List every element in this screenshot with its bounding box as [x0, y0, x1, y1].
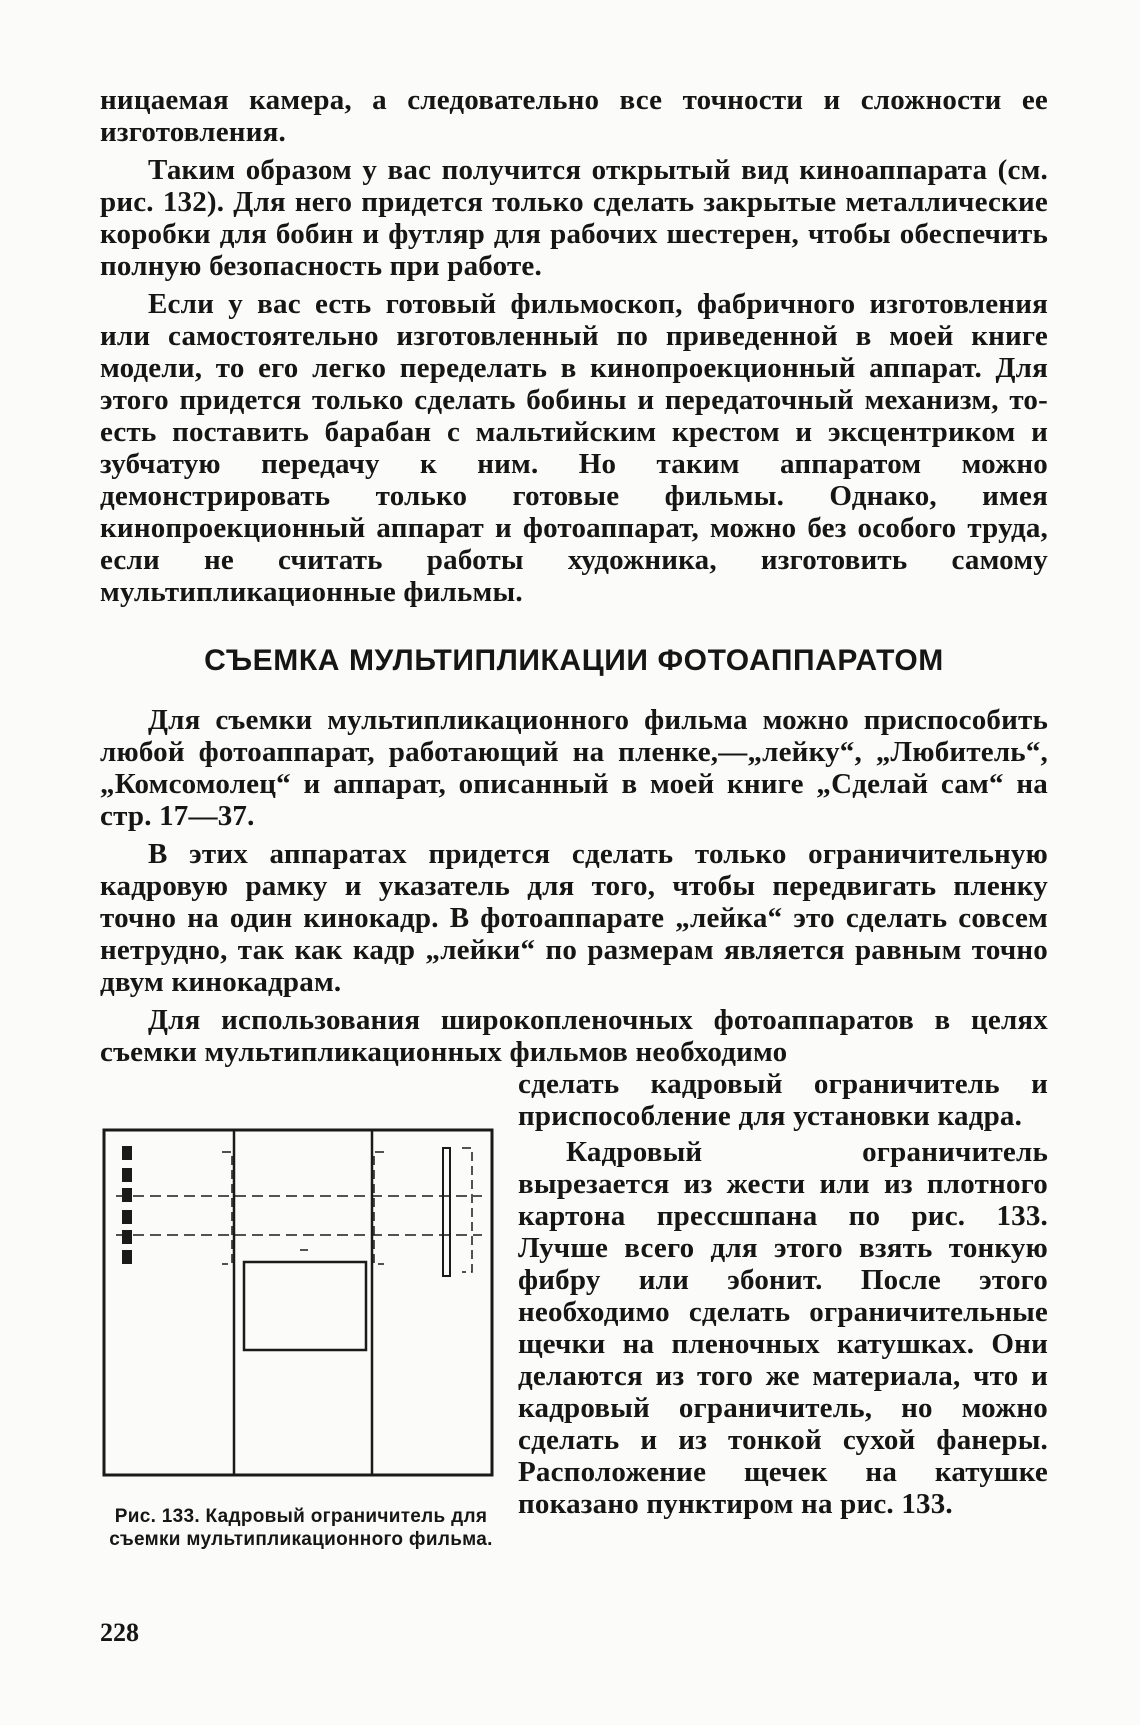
figure-and-text — [100, 1068, 1048, 1550]
paragraph: Таким образом у вас получится открытый вид киноаппарата (см. рис. 132). Для него придется только сделать закрытые металлические коробки для бобин и футляр для рабочих шестерен, чтобы обеспечить полную безопасность при работе. — [100, 154, 1048, 282]
section-heading: СЪЕМКА МУЛЬТИПЛИКАЦИИ ФОТОАППАРАТОМ — [204, 644, 944, 677]
paragraph-continued: сделать кадровый ограничитель и приспособление для установки кадра. — [518, 1068, 1048, 1132]
paragraph: Если у вас есть готовый фильмоскоп, фабричного изготовления или самостоятельно изготовленный по приведенной в моей книге модели, то его легко переделать в кинопроекционный аппарат. Для этого придется только сделать бобины и передаточный механизм, то-есть поставить барабан с мальтийским крестом и эксцентриком и зубчатую передачу к ним. Но таким аппаратом можно демонстрировать только готовые фильмы. Однако, имея кинопроекционный аппарат и фотоаппарат, можно без особого труда, если не считать работы художника, изготовить самому мультипликационные фильмы. — [100, 288, 1048, 608]
paragraph: Для съемки мультипликационного фильма можно приспособить любой фотоаппарат, работающий на пленке,—„лейку“, „Любитель“, „Комсомолец“ и аппарат, описанный в моей книге „Сделай сам“ на стр. 17—37. — [100, 704, 1048, 832]
figure-133 — [100, 1126, 502, 1551]
frame-limiter-drawing — [100, 1126, 502, 1481]
page-number: 228 — [100, 1618, 139, 1647]
paragraph: В этих аппаратах придется сделать только ограничительную кадровую рамку и указатель для того, чтобы передвигать пленку точно на один кинокадр. В фотоаппарате „лейка“ это сделать совсем нетрудно, так как кадр „лейки“ по размерам является равным точно двум кинокадрам. — [100, 838, 1048, 998]
paragraph-continued: ницаемая камера, а следовательно все точности и сложности ее изготовления. — [100, 84, 1048, 148]
paragraph: Кадровый ограничитель вырезается из жести или из плотного картона прессшпана по рис. 133. Лучше всего для этого взять тонкую фибру или эбонит. После этого необходимо сделать ограничительные щечки на пленочных катушках. Они делаются из того же материала, что и кадровый ограничитель, но можно сделать и из тонкой сухой фанеры. Расположение щечек на катушке показано пунктиром на рис. 133. — [518, 1136, 1048, 1520]
page-body — [100, 84, 1048, 1550]
figure-caption: Рис. 133. Кадровый ограничитель для съемки мультипликационного фильма. — [109, 1506, 493, 1550]
right-column-text — [518, 1068, 1048, 1520]
paragraph: Для использования широкопленочных фотоаппаратов в целях съемки мультипликационных фильмов необходимо — [100, 1004, 1048, 1068]
